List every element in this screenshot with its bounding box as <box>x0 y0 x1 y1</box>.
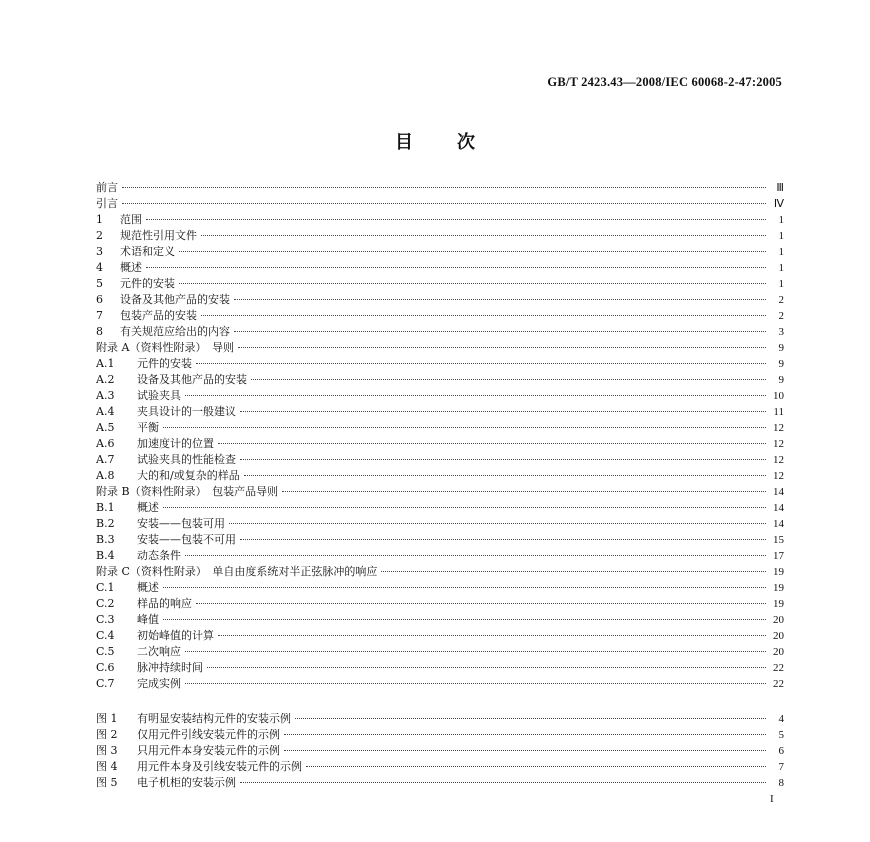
toc-entry-page-number: 12 <box>773 422 784 434</box>
toc-entry[interactable] <box>96 660 784 676</box>
toc-entry-number: C.3 <box>96 613 115 626</box>
dot-leader <box>229 523 766 524</box>
toc-entry-page-number: 9 <box>778 342 784 354</box>
toc-entry-label: 附录 A（资料性附录） 导则 <box>96 341 234 354</box>
toc-entry-number: A.2 <box>96 373 115 386</box>
toc-entry-number: B.1 <box>96 501 115 514</box>
toc-entry-label: 术语和定义 <box>120 245 175 258</box>
figure-entry[interactable] <box>96 775 784 791</box>
dot-leader <box>163 587 766 588</box>
toc-entry-page-number: 17 <box>773 550 784 562</box>
toc-entry-page-number: 1 <box>778 214 784 226</box>
dot-leader <box>207 667 766 668</box>
toc-entry[interactable] <box>96 308 784 324</box>
toc-entry[interactable] <box>96 404 784 420</box>
dot-leader <box>196 603 766 604</box>
toc-entry-label: 概述 <box>137 581 159 594</box>
toc-entry-page-number: 19 <box>773 582 784 594</box>
toc-entry-number: 5 <box>96 277 103 290</box>
toc-entry-page-number: 3 <box>778 326 784 338</box>
toc-entry-page-number: 11 <box>773 406 784 418</box>
dot-leader <box>201 235 766 236</box>
dot-leader <box>238 347 766 348</box>
dot-leader <box>282 491 766 492</box>
figure-entry[interactable] <box>96 743 784 759</box>
toc-entry-label: 规范性引用文件 <box>120 229 197 242</box>
toc-entry-number: C.7 <box>96 677 115 690</box>
toc-entry-page-number: 1 <box>778 262 784 274</box>
dot-leader <box>146 267 766 268</box>
toc-entry-label: 平衡 <box>137 421 159 434</box>
toc-entry-label: 设备及其他产品的安装 <box>120 293 230 306</box>
toc-entry-number: B.3 <box>96 533 115 546</box>
toc-entry-number: C.5 <box>96 645 115 658</box>
toc-entry-number: A.4 <box>96 405 115 418</box>
toc-entry-number: A.7 <box>96 453 115 466</box>
toc-entry-number: C.2 <box>96 597 115 610</box>
toc-entry-label: 前言 <box>96 181 118 194</box>
dot-leader <box>201 315 766 316</box>
figure-entry-label: 有明显安装结构元件的安装示例 <box>137 712 291 725</box>
toc-entry-number: 7 <box>96 309 103 322</box>
dot-leader <box>244 475 766 476</box>
toc-entry-page-number: 1 <box>778 246 784 258</box>
toc-entry[interactable] <box>96 612 784 628</box>
toc-entry-page-number: 10 <box>773 390 784 402</box>
toc-entry-label: 样品的响应 <box>137 597 192 610</box>
toc-entry-number: 3 <box>96 245 103 258</box>
toc-entry-page-number: 19 <box>773 566 784 578</box>
toc-entry-page-number: 12 <box>773 438 784 450</box>
dot-leader <box>251 379 766 380</box>
dot-leader <box>122 187 766 188</box>
toc-entry-label: 有关规范应给出的内容 <box>120 325 230 338</box>
toc-entry[interactable] <box>96 356 784 372</box>
toc-entry-page-number: 9 <box>778 358 784 370</box>
toc-entry-page-number: 22 <box>773 678 784 690</box>
toc-entry[interactable] <box>96 564 784 580</box>
figure-entry-label: 仅用元件引线安装元件的示例 <box>137 728 280 741</box>
toc-entry-label: 试验夹具 <box>137 389 181 402</box>
toc-entry-page-number: 1 <box>778 278 784 290</box>
figure-entry-page-number: 5 <box>778 729 784 741</box>
toc-entry-number: C.1 <box>96 581 115 594</box>
toc-entry[interactable] <box>96 484 784 500</box>
figure-entry-page-number: 8 <box>778 777 784 789</box>
dot-leader <box>218 635 766 636</box>
toc-entry[interactable] <box>96 292 784 308</box>
toc-entry-number: B.4 <box>96 549 115 562</box>
figure-entry[interactable] <box>96 711 784 727</box>
figure-entry-label: 只用元件本身安装元件的示例 <box>137 744 280 757</box>
dot-leader <box>163 507 766 508</box>
toc-entry-page-number: Ⅲ <box>776 182 784 194</box>
toc-entry[interactable] <box>96 324 784 340</box>
figure-entry-page-number: 4 <box>778 713 784 725</box>
toc-entry-label: 引言 <box>96 197 118 210</box>
toc-entry-number: A.3 <box>96 389 115 402</box>
toc-entry-page-number: 9 <box>778 374 784 386</box>
dot-leader <box>284 750 766 751</box>
dot-leader <box>179 251 766 252</box>
toc-entry-label: 二次响应 <box>137 645 181 658</box>
dot-leader <box>163 619 766 620</box>
dot-leader <box>122 203 766 204</box>
page-title: 目次 <box>395 132 519 153</box>
toc-entry[interactable] <box>96 260 784 276</box>
toc-entry-label: 试验夹具的性能检查 <box>137 453 236 466</box>
toc-entry-label: 概述 <box>120 261 142 274</box>
toc-entry-number: 8 <box>96 325 103 338</box>
toc-entry-number: 1 <box>96 213 103 226</box>
toc-entry-label: 大的和/或复杂的样品 <box>137 469 240 482</box>
toc-entry-number: 6 <box>96 293 103 306</box>
figure-entry-number: 图 5 <box>96 776 118 789</box>
dot-leader <box>306 766 766 767</box>
toc-entry-page-number: 22 <box>773 662 784 674</box>
toc-entry[interactable] <box>96 628 784 644</box>
toc-entry[interactable] <box>96 340 784 356</box>
figure-entry-number: 图 4 <box>96 760 118 773</box>
toc-entry-number: B.2 <box>96 517 115 530</box>
toc-entry-page-number: 19 <box>773 598 784 610</box>
toc-entry-label: 夹具设计的一般建议 <box>137 405 236 418</box>
dot-leader <box>185 683 766 684</box>
toc-entry[interactable] <box>96 516 784 532</box>
toc-entry[interactable] <box>96 388 784 404</box>
figure-entry-number: 图 1 <box>96 712 118 725</box>
toc-entry[interactable] <box>96 532 784 548</box>
figure-list <box>96 711 784 791</box>
dot-leader <box>163 427 766 428</box>
toc-entry-number: 4 <box>96 261 103 274</box>
figure-entry-number: 图 2 <box>96 728 118 741</box>
toc-entry[interactable] <box>96 212 784 228</box>
toc-entry-label: 脉冲持续时间 <box>137 661 203 674</box>
toc-entry-label: 附录 C（资料性附录） 单自由度系统对半正弦脉冲的响应 <box>96 565 378 578</box>
toc-entry[interactable] <box>96 436 784 452</box>
toc-entry[interactable] <box>96 276 784 292</box>
toc-entry-page-number: 12 <box>773 454 784 466</box>
figure-entry-page-number: 6 <box>778 745 784 757</box>
toc-entry-page-number: Ⅳ <box>773 198 784 210</box>
toc-entry-number: A.1 <box>96 357 115 370</box>
toc-entry-label: 元件的安装 <box>120 277 175 290</box>
toc-entry-number: A.6 <box>96 437 115 450</box>
toc-entry-label: 初始峰值的计算 <box>137 629 214 642</box>
figure-entry-page-number: 7 <box>778 761 784 773</box>
toc-entry-number: A.5 <box>96 421 115 434</box>
toc-entry[interactable] <box>96 372 784 388</box>
dot-leader <box>196 363 766 364</box>
toc-entry-page-number: 1 <box>778 230 784 242</box>
dot-leader <box>234 331 766 332</box>
dot-leader <box>295 718 766 719</box>
dot-leader <box>185 395 766 396</box>
toc-entry-label: 元件的安装 <box>137 357 192 370</box>
toc-entry-label: 设备及其他产品的安装 <box>137 373 247 386</box>
dot-leader <box>381 571 766 572</box>
toc-entry-label: 峰值 <box>137 613 159 626</box>
dot-leader <box>179 283 766 284</box>
dot-leader <box>240 782 766 783</box>
figure-entry-number: 图 3 <box>96 744 118 757</box>
toc-entry-number: 2 <box>96 229 103 242</box>
dot-leader <box>234 299 766 300</box>
figure-entry[interactable] <box>96 759 784 775</box>
standard-number-header: GB/T 2423.43—2008/IEC 60068-2-47:2005 <box>547 75 782 89</box>
toc-entry-page-number: 14 <box>773 502 784 514</box>
toc-entry-label: 安装——包装可用 <box>137 517 225 530</box>
toc-entry-label: 动态条件 <box>137 549 181 562</box>
toc-entry-label: 安装——包装不可用 <box>137 533 236 546</box>
toc-entry[interactable] <box>96 548 784 564</box>
toc-entry-page-number: 20 <box>773 614 784 626</box>
toc-entry-number: C.4 <box>96 629 115 642</box>
toc-entry-number: A.8 <box>96 469 115 482</box>
toc-entry-page-number: 20 <box>773 646 784 658</box>
toc-entry[interactable] <box>96 228 784 244</box>
toc-list <box>96 180 784 692</box>
toc-entry-number: C.6 <box>96 661 115 674</box>
toc-entry-label: 概述 <box>137 501 159 514</box>
toc-entry[interactable] <box>96 596 784 612</box>
dot-leader <box>240 539 766 540</box>
toc-entry[interactable] <box>96 180 784 196</box>
toc-entry[interactable] <box>96 196 784 212</box>
toc-entry-page-number: 2 <box>778 310 784 322</box>
dot-leader <box>185 651 766 652</box>
figure-entry-label: 用元件本身及引线安装元件的示例 <box>137 760 302 773</box>
toc-entry-label: 完成实例 <box>137 677 181 690</box>
dot-leader <box>146 219 766 220</box>
figure-entry-label: 电子机柜的安装示例 <box>137 776 236 789</box>
toc-entry-label: 包装产品的安装 <box>120 309 197 322</box>
toc-entry[interactable] <box>96 644 784 660</box>
toc-entry-page-number: 20 <box>773 630 784 642</box>
dot-leader <box>240 411 766 412</box>
figure-entry[interactable] <box>96 727 784 743</box>
toc-entry[interactable] <box>96 420 784 436</box>
toc-entry-page-number: 14 <box>773 518 784 530</box>
dot-leader <box>240 459 766 460</box>
toc-entry-page-number: 12 <box>773 470 784 482</box>
toc-entry-page-number: 2 <box>778 294 784 306</box>
toc-entry[interactable] <box>96 580 784 596</box>
toc-entry[interactable] <box>96 452 784 468</box>
toc-entry[interactable] <box>96 244 784 260</box>
toc-entry-label: 附录 B（资料性附录） 包装产品导则 <box>96 485 279 498</box>
page-number: I <box>770 793 774 805</box>
toc-entry[interactable] <box>96 468 784 484</box>
dot-leader <box>218 443 766 444</box>
dot-leader <box>185 555 766 556</box>
toc-entry-label: 加速度计的位置 <box>137 437 214 450</box>
toc-entry-page-number: 15 <box>773 534 784 546</box>
toc-entry-label: 范围 <box>120 213 142 226</box>
toc-entry[interactable] <box>96 500 784 516</box>
toc-entry-page-number: 14 <box>773 486 784 498</box>
dot-leader <box>284 734 766 735</box>
toc-entry[interactable] <box>96 676 784 692</box>
